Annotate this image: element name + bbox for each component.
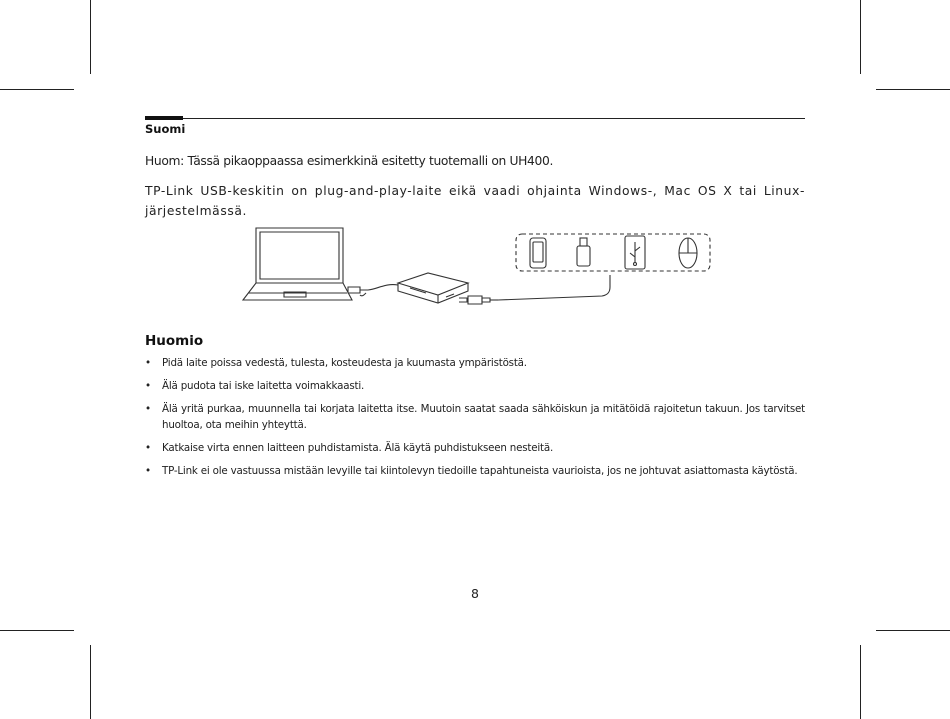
usb-flash-drive-icon bbox=[577, 238, 590, 266]
crop-mark-top-left-vertical bbox=[90, 0, 91, 74]
list-item-text: TP-Link ei ole vastuussa mistään levyille tai kiintolevyn tiedoille tapahtuneista vaurioista, jos ne johtuvat asiattomasta käytöstä. bbox=[162, 465, 798, 477]
bullet-dot: • bbox=[145, 403, 151, 415]
model-note: Huom: Tässä pikaoppaassa esimerkkinä esitetty tuotemalli on UH400. bbox=[145, 154, 554, 168]
usb-device-icon bbox=[625, 236, 645, 269]
warning-heading: Huomio bbox=[145, 333, 204, 349]
intro-paragraph: TP-Link USB-keskitin on plug-and-play-laite eikä vaadi ohjainta Windows-, Mac OS X tai Linux-järjestelmässä. bbox=[145, 184, 805, 218]
bullet-dot: • bbox=[145, 465, 151, 477]
connection-diagram bbox=[240, 225, 720, 310]
device-group bbox=[516, 234, 710, 271]
bullet-dot: • bbox=[145, 442, 151, 454]
list-item-text: Katkaise virta ennen laitteen puhdistamista. Älä käytä puhdistukseen nesteitä. bbox=[162, 442, 554, 454]
crop-mark-top-left-horizontal bbox=[0, 89, 74, 90]
crop-mark-top-right-vertical bbox=[860, 0, 861, 74]
crop-mark-top-right-horizontal bbox=[876, 89, 950, 90]
hub-cable bbox=[348, 285, 398, 296]
usb-plug-icon bbox=[459, 296, 498, 304]
list-item bbox=[145, 440, 805, 456]
crop-mark-bottom-right-vertical bbox=[860, 645, 861, 719]
list-item bbox=[145, 355, 805, 371]
crop-mark-bottom-left-horizontal bbox=[0, 630, 74, 631]
section-rule bbox=[145, 118, 805, 119]
list-item bbox=[145, 463, 805, 479]
mouse-icon bbox=[679, 238, 697, 268]
list-item-text: Pidä laite poissa vedestä, tulesta, kosteudesta ja kuumasta ympäristöstä. bbox=[162, 357, 527, 369]
list-item bbox=[145, 378, 805, 394]
crop-mark-bottom-left-vertical bbox=[90, 645, 91, 719]
list-item-text: Älä pudota tai iske laitetta voimakkaasti. bbox=[162, 380, 365, 392]
crop-mark-bottom-right-horizontal bbox=[876, 630, 950, 631]
warning-list bbox=[145, 355, 805, 486]
usb-hub-icon bbox=[398, 273, 468, 303]
list-item-text: Älä yritä purkaa, muunnella tai korjata laitetta itse. Muutoin saatat saada sähköiskun ja mitätöidä rajoitetun takuun. Jos tarvitset huoltoa, ota meihin yhteyttä. bbox=[162, 403, 805, 431]
laptop-icon bbox=[243, 228, 352, 300]
bullet-dot: • bbox=[145, 357, 151, 369]
phone-icon bbox=[530, 238, 546, 268]
section-title: Suomi bbox=[145, 122, 186, 136]
list-item bbox=[145, 401, 805, 433]
bullet-dot: • bbox=[145, 380, 151, 392]
device-cable bbox=[498, 275, 610, 300]
section-rule-accent bbox=[145, 116, 183, 120]
page-number: 8 bbox=[471, 586, 479, 601]
